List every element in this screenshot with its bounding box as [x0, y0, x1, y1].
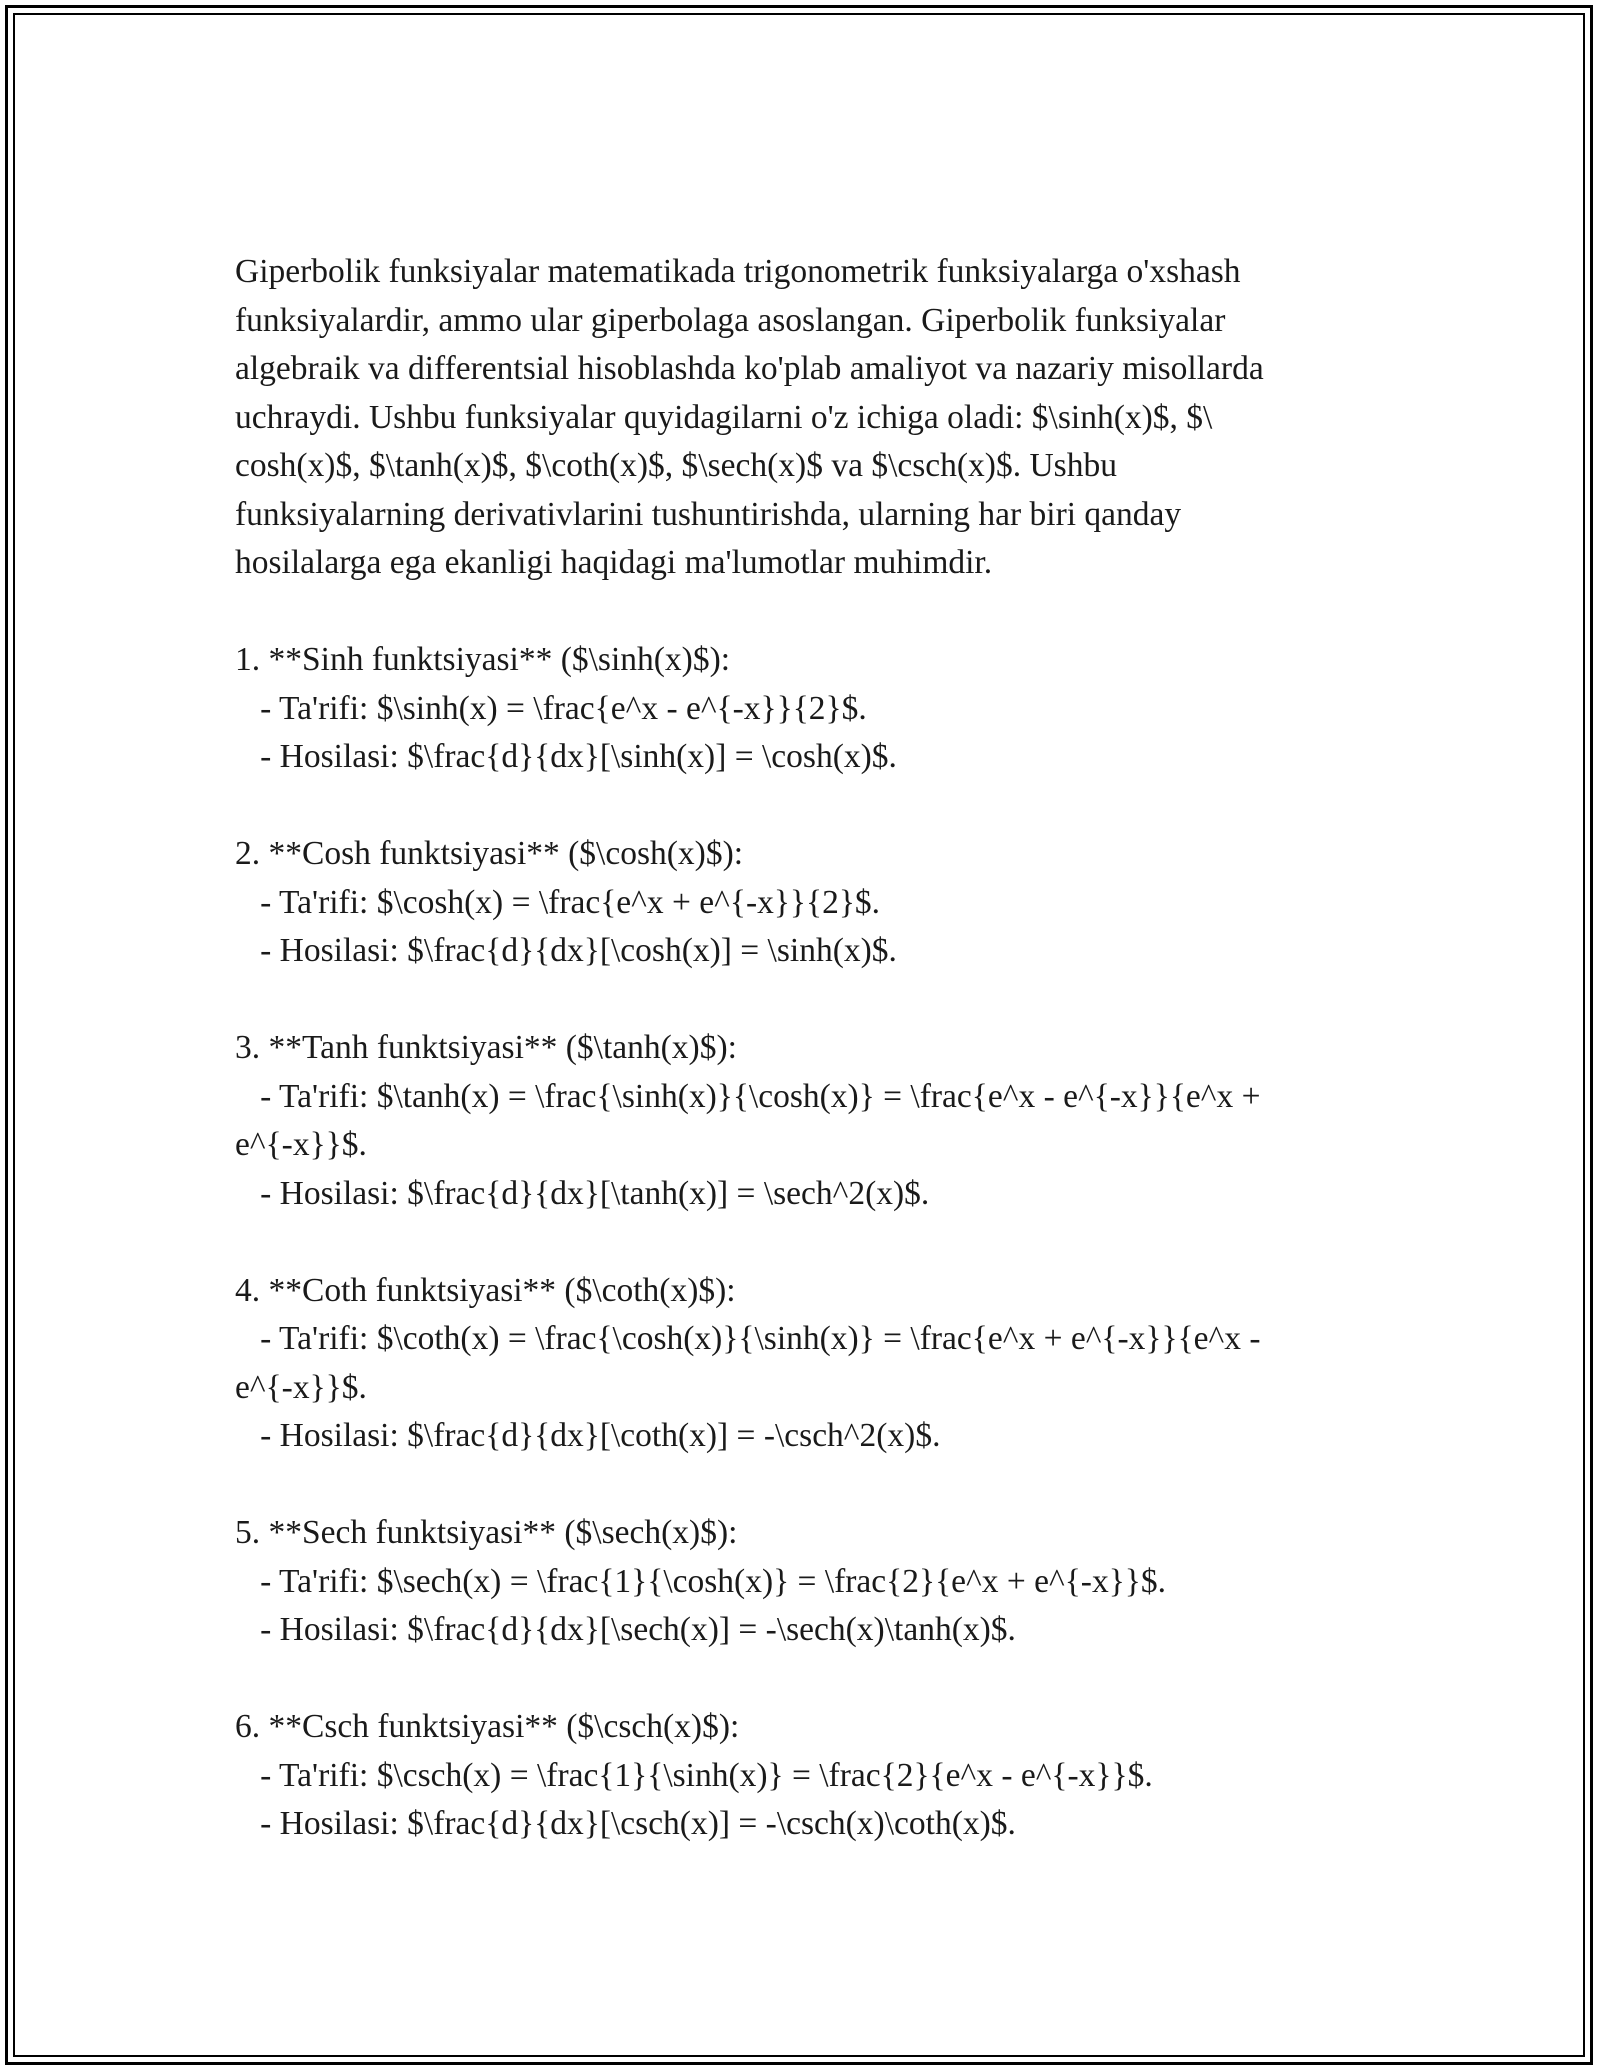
definition-line: - Ta'rifi: $\sech(x) = \frac{1}{\cosh(x)} = \frac{2}{e^x + e^{-x}}$. [235, 1562, 1166, 1600]
section-cosh [235, 830, 1375, 976]
derivative-line: - Hosilasi: $\frac{d}{dx}[\cosh(x)] = \sinh(x)$. [235, 932, 897, 969]
section-heading: 1. **Sinh funktsiyasi** ($\sinh(x)$): [235, 641, 731, 678]
section-heading: 3. **Tanh funktsiyasi** ($\tanh(x)$): [235, 1029, 737, 1066]
definition-line: - Ta'rifi: $\sinh(x) = \frac{e^x - e^{-x}}{2}$. [235, 689, 867, 727]
section-tanh [235, 1024, 1375, 1218]
derivative-line: - Hosilasi: $\frac{d}{dx}[\csch(x)] = -\csch(x)\coth(x)$. [235, 1805, 1016, 1842]
section-heading: 5. **Sech funktsiyasi** ($\sech(x)$): [235, 1514, 738, 1551]
intro-paragraph: Giperbolik funksiyalar matematikada trigonometrik funksiyalarga o'xshash funksiyalardir, ammo ular giperbolaga asoslangan. Giperbolik funksiyalar algebraik va differentsial hisoblashda ko'plab amaliyot va nazariy misollarda uchraydi. Ushbu funksiyalar quyidagilarni o'z ichiga oladi: $\sinh(x)$, $\ cosh(x)$, $\tanh(x)$, $\coth(x)$, $\sech(x)$ va $\csch(x)$. Ushbu funksiyalarning derivativlarini tushuntirishda, ularning har biri qanday hosilalarga ega ekanligi haqidagi ma'lumotlar muhimdir. [235, 253, 1264, 581]
section-csch [235, 1703, 1375, 1849]
definition-continuation: e^{-x}}$. [235, 1368, 367, 1406]
derivative-line: - Hosilasi: $\frac{d}{dx}[\tanh(x)] = \sech^2(x)$. [235, 1174, 930, 1212]
definition-line: - Ta'rifi: $\cosh(x) = \frac{e^x + e^{-x}}{2}$. [235, 883, 881, 921]
section-sech [235, 1509, 1375, 1655]
derivative-line: - Hosilasi: $\frac{d}{dx}[\coth(x)] = -\csch^2(x)$. [235, 1417, 941, 1454]
section-heading: 2. **Cosh funktsiyasi** ($\cosh(x)$): [235, 835, 744, 872]
derivative-line: - Hosilasi: $\frac{d}{dx}[\sech(x)] = -\sech(x)\tanh(x)$. [235, 1611, 1016, 1648]
section-heading: 6. **Csch funktsiyasi** ($\csch(x)$): [235, 1708, 740, 1745]
section-sinh [235, 636, 1375, 782]
section-coth [235, 1267, 1375, 1461]
document-body [235, 248, 1375, 1849]
section-heading: 4. **Coth funktsiyasi** ($\coth(x)$): [235, 1271, 736, 1309]
function-list [235, 636, 1375, 1849]
definition-line: - Ta'rifi: $\tanh(x) = \frac{\sinh(x)}{\cosh(x)} = \frac{e^x - e^{-x}}{e^x + [235, 1077, 1261, 1115]
definition-line: - Ta'rifi: $\csch(x) = \frac{1}{\sinh(x)} = \frac{2}{e^x - e^{-x}}$. [235, 1756, 1153, 1794]
derivative-line: - Hosilasi: $\frac{d}{dx}[\sinh(x)] = \cosh(x)$. [235, 738, 897, 775]
definition-line: - Ta'rifi: $\coth(x) = \frac{\cosh(x)}{\sinh(x)} = \frac{e^x + e^{-x}}{e^x - [235, 1320, 1261, 1357]
definition-continuation: e^{-x}}$. [235, 1126, 367, 1163]
